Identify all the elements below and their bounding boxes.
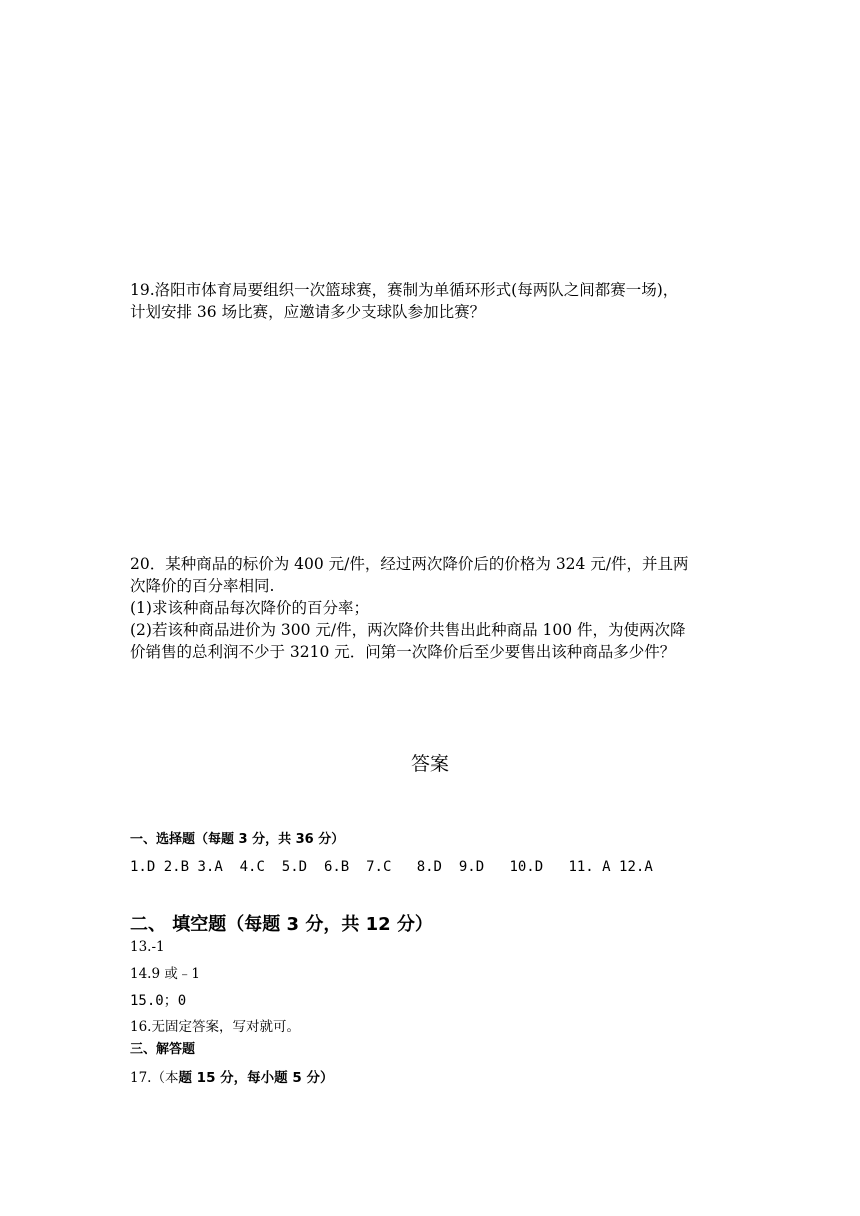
answer-6: 6.B [323,859,350,875]
answer-2: 2.B [163,859,190,875]
q19-line-1: 19.洛阳市体育局要组织一次篮球赛，赛制为单循环形式(每两队之间都赛一场)， [130,281,679,299]
answer-7: 7.C [366,859,392,875]
answer-12: 12.A [619,859,653,875]
answer-3: 3.A [197,859,223,875]
section-1-heading: 一、选择题（每题 3 分，共 36 分） [130,832,345,847]
question-19 [130,279,735,323]
q20-line-4: (2)若该种商品进价为 300 元/件，两次降价共售出此种商品 100 件，为使两次降 [130,621,686,639]
answer-1: 1.D [130,859,156,875]
q17-bold: 题 15 分，每小题 5 分） [178,1070,334,1086]
answer-8: 8.D [416,859,442,875]
answer-11: 11. A [568,859,611,875]
q20-line-2: 次降价的百分率相同. [130,577,275,595]
answer-title: 答案 [410,753,449,775]
section-3-heading: 三、解答题 [130,1042,196,1057]
answer-4: 4.C [239,859,265,875]
answer-13: 13.-1 [130,939,165,955]
question-20 [130,553,735,663]
q20-line-1: 20．某种商品的标价为 400 元/件，经过两次降价后的价格为 324 元/件，并且两 [130,555,689,573]
q20-line-5: 价销售的总利润不少于 3210 元．问第一次降价后至少要售出该种商品多少件？ [130,643,676,661]
q20-line-3: (1)求该种商品每次降价的百分率； [130,599,369,617]
answer-10: 10.D [509,859,544,875]
section-1-answers [130,859,653,875]
q19-line-2: 计划安排 36 场比赛，应邀请多少支球队参加比赛？ [130,303,486,321]
question-17-heading [130,1066,333,1086]
section-2-heading: 二、 填空题（每题 3 分，共 12 分） [130,914,433,935]
answer-15: 15.0；0 [130,993,187,1009]
answer-16: 16.无固定答案，写对就可。 [130,1019,300,1035]
answer-9: 9.D [458,859,485,875]
answer-14: 14.9 或﹣1 [130,966,200,982]
q17-prefix: 17.（本 [130,1070,179,1086]
answer-5: 5.D [281,859,308,875]
